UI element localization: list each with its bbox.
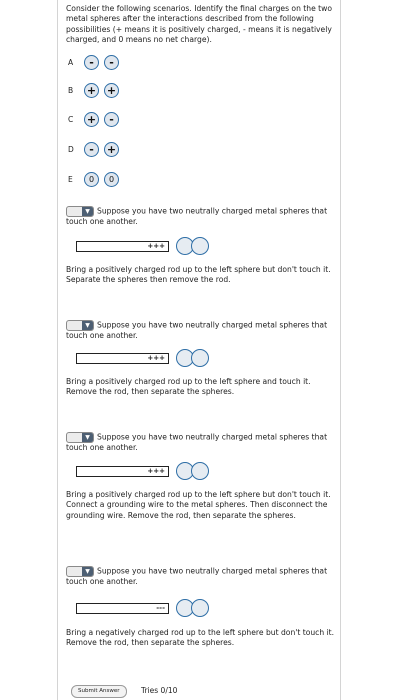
scenario-4-intro: [66, 566, 338, 587]
charged-rod: +++: [76, 466, 169, 477]
option-letter: E: [68, 174, 73, 184]
scenario-intro-text: Suppose you have two neutrally charged metal spheres that touch one another.: [66, 432, 328, 452]
sphere-pair: [176, 237, 209, 255]
dropdown-arrow-icon: ▼: [82, 567, 93, 576]
scenario-4-description: Bring a negatively charged rod up to the left sphere but don't touch it. Remove the rod, then separate the spheres.: [66, 628, 335, 648]
right-sphere-charge: +: [104, 83, 119, 98]
option-b: [68, 80, 124, 100]
submit-answer-button[interactable]: Submit Answer: [71, 685, 127, 698]
option-letter: D: [68, 144, 74, 154]
scenario-1-description: Bring a positively charged rod up to the left sphere but don't touch it. Separate the spheres then remove the rod.: [66, 265, 331, 285]
scenario-3-diagram: [76, 461, 209, 481]
option-e: [68, 169, 124, 189]
scenario-3-intro: [66, 432, 338, 453]
right-sphere: [191, 462, 209, 480]
scenario-intro-text: Suppose you have two neutrally charged metal spheres that touch one another.: [66, 320, 328, 340]
right-sphere-charge: -: [104, 112, 119, 127]
right-sphere-charge: -: [104, 55, 119, 70]
scenario-1-diagram: [76, 236, 209, 256]
left-sphere-charge: +: [84, 112, 99, 127]
dropdown-arrow-icon: ▼: [82, 207, 93, 216]
charged-rod: +++: [76, 353, 169, 364]
scenario-4-diagram: [76, 598, 209, 618]
sphere-pair: [176, 599, 209, 617]
scenario-2-intro: [66, 320, 338, 341]
sphere-pair: [176, 349, 209, 367]
right-sphere: [191, 349, 209, 367]
left-sphere-charge: -: [84, 55, 99, 70]
right-sphere-charge: +: [104, 142, 119, 157]
right-sphere: [191, 237, 209, 255]
option-c: [68, 109, 124, 129]
scenario-1-intro: [66, 206, 338, 227]
dropdown-arrow-icon: ▼: [82, 321, 93, 330]
answer-dropdown[interactable]: [66, 432, 94, 443]
right-sphere-charge: 0: [104, 172, 119, 187]
answer-dropdown[interactable]: [66, 566, 94, 577]
option-a: [68, 52, 124, 72]
option-d: [68, 139, 124, 159]
answer-dropdown[interactable]: [66, 320, 94, 331]
right-sphere: [191, 599, 209, 617]
scenario-intro-text: Suppose you have two neutrally charged metal spheres that touch one another.: [66, 566, 328, 586]
left-sphere-charge: -: [84, 142, 99, 157]
question-intro: Consider the following scenarios. Identify the final charges on the two metal spheres after the interactions described from the following possibilities (+ means it is positively charged, - means it is negatively charged, and 0 means no net charge).: [66, 4, 333, 44]
scenario-2-description: Bring a positively charged rod up to the left sphere and touch it. Remove the rod, then separate the spheres.: [66, 377, 311, 397]
dropdown-arrow-icon: ▼: [82, 433, 93, 442]
option-letter: C: [68, 114, 74, 124]
scenario-2-diagram: [76, 348, 209, 368]
scenario-3-description: Bring a positively charged rod up to the left sphere but don't touch it. Connect a grounding wire to the metal spheres. Then disconnect the grounding wire. Remove the rod, then separate the spheres.: [66, 490, 331, 520]
option-letter: A: [68, 57, 74, 67]
left-sphere-charge: +: [84, 83, 99, 98]
scenario-intro-text: Suppose you have two neutrally charged metal spheres that touch one another.: [66, 206, 328, 226]
option-letter: B: [68, 85, 74, 95]
left-sphere-charge: 0: [84, 172, 99, 187]
answer-dropdown[interactable]: [66, 206, 94, 217]
sphere-pair: [176, 462, 209, 480]
tries-counter: Tries 0/10: [141, 686, 178, 695]
charged-rod: ---: [76, 603, 169, 614]
charged-rod: +++: [76, 241, 169, 252]
